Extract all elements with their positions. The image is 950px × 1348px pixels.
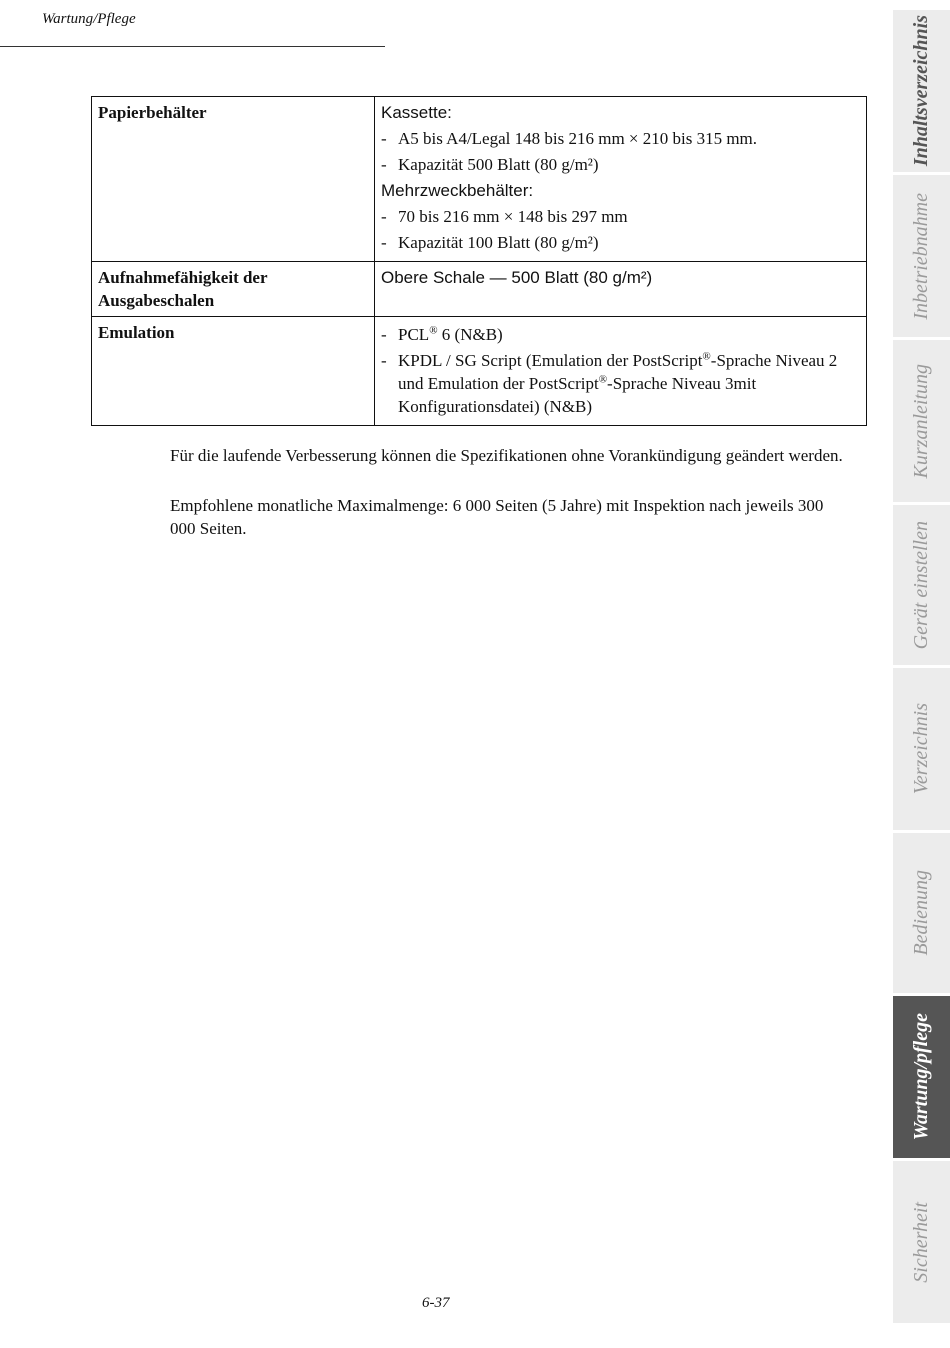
tab-inhaltsverzeichnis[interactable]: Inhaltsverzeichnis	[893, 10, 950, 172]
tab-inbetriebnahme[interactable]: Inbetriebnahme	[893, 175, 950, 337]
tab-wartung-pflege[interactable]: Wartung/pflege	[893, 996, 950, 1158]
list-item: - PCL® 6 (N&B)	[381, 324, 503, 344]
tab-bedienung[interactable]: Bedienung	[893, 833, 950, 993]
note-paragraph: Für die laufende Verbesserung können die Spezifikationen ohne Vorankündigung geändert werden.	[170, 446, 843, 465]
specification-table	[91, 96, 867, 426]
table-row-emulation	[92, 317, 867, 426]
table-row-paper	[92, 97, 867, 262]
list-item: - Kapazität 500 Blatt (80 g/m²)	[381, 155, 599, 174]
paper-label: Papierbehälter	[92, 97, 375, 262]
tab-kurzanleitung[interactable]: Kurzanleitung	[893, 340, 950, 502]
list-item: - 70 bis 216 mm × 148 bis 297 mm	[381, 207, 628, 226]
output-tray-text: Obere Schale — 500 Blatt (80 g/m²)	[381, 268, 653, 287]
header-rule	[0, 46, 385, 47]
tab-geraet-einstellen[interactable]: Gerät einstellen	[893, 505, 950, 665]
page-number: 6-37	[422, 1295, 450, 1311]
paper-value	[375, 97, 867, 262]
chapter-tabs	[893, 0, 950, 1348]
tab-sicherheit[interactable]: Sicherheit	[893, 1161, 950, 1323]
list-item: - KPDL / SG Script (Emulation der PostScript®-Sprache Niveau 2 und Emulation der PostScript®-Sprache Niveau 3mit Konfigurationsdatei) (N&B)	[381, 350, 838, 416]
cassette-heading: Kassette:	[381, 103, 452, 122]
note-paragraph: Empfohlene monatliche Maximalmenge: 6 000 Seiten (5 Jahre) mit Inspektion nach jeweils 300 000 Seiten.	[170, 496, 824, 538]
running-header: Wartung/Pflege	[42, 11, 136, 27]
multipurpose-heading: Mehrzweckbehälter:	[381, 181, 534, 200]
tab-verzeichnis[interactable]: Verzeichnis	[893, 668, 950, 830]
list-item: - A5 bis A4/Legal 148 bis 216 mm × 210 bis 315 mm.	[381, 129, 758, 148]
emulation-value	[375, 317, 867, 426]
list-item: - Kapazität 100 Blatt (80 g/m²)	[381, 233, 599, 252]
output-value	[375, 262, 867, 317]
output-label: Aufnahmefähigkeit der Ausgabeschalen	[92, 262, 375, 317]
emulation-label: Emulation	[92, 317, 375, 426]
table-row-output	[92, 262, 867, 317]
